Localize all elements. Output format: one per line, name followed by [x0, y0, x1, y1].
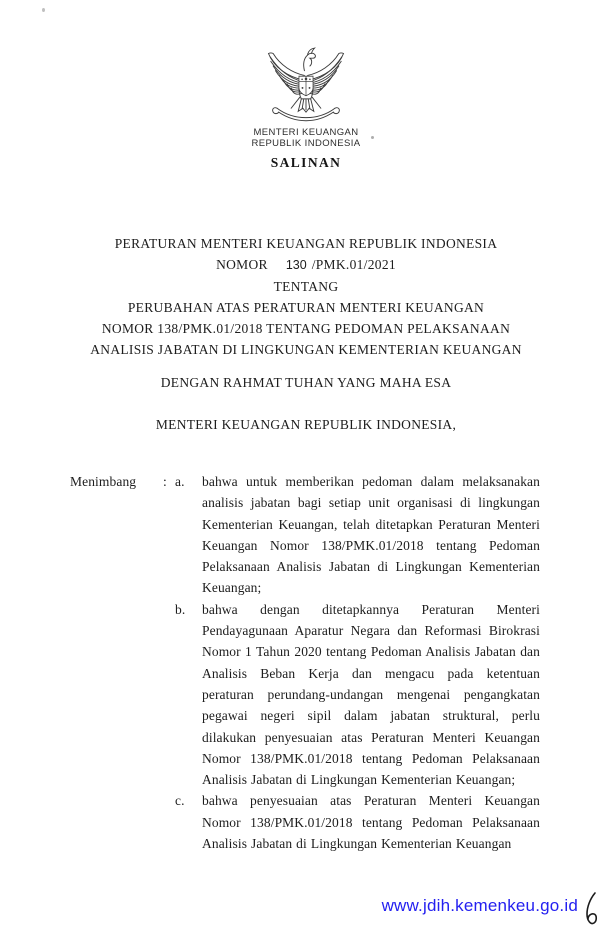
item-marker: b.	[175, 601, 186, 617]
nomor-number: 130	[285, 258, 307, 272]
nomor-label: NOMOR	[216, 257, 268, 272]
authority-line: MENTERI KEUANGAN REPUBLIK INDONESIA,	[155, 417, 457, 432]
item-text: bahwa penyesuaian atas Peraturan Menteri Keuangan Nomor 138/PMK.01/2018 tentang Pedoman Pelaksanaan Analisis Jabatan di Lingkungan Kementerian Keuangan	[202, 793, 540, 852]
ministry-country: REPUBLIK INDONESIA	[251, 138, 361, 149]
copy-stamp-label: SALINAN	[270, 155, 342, 170]
item-text: bahwa dengan ditetapkannya Peraturan Menteri Pendayagunaan Aparatur Negara dan Reformasi Birokrasi Nomor 1 Tahun 2020 tentang Pedoman Analisis Jabatan dan Analisis Beban Kerja dan mengacu pada ketentuan peraturan perundang-undangan mengenai pengangkatan pegawai negeri sipil dalam jabatan struktural, perlu dilakukan penyesuaian atas Peraturan Menteri Keuangan Nomor 138/PMK.01/2018 tentang Pedoman Pelaksanaan Analisis Jabatan di Lingkungan Kementerian Keuangan;	[202, 601, 540, 788]
handwritten-initial-mark	[582, 891, 600, 927]
ministry-letterhead	[0, 127, 612, 149]
page-footer	[382, 891, 600, 916]
menimbang-colon: :	[163, 474, 167, 489]
item-text: bahwa untuk memberikan pedoman dalam melaksanakan analisis jabatan bagi setiap unit organisasi di lingkungan Kementerian Keuangan, telah ditetapkan Peraturan Menteri Keuangan Nomor 138/PMK.01/2018 tentang Pedoman Pelaksanaan Analisis Jabatan di Lingkungan Kementerian Keuangan;	[202, 474, 540, 596]
jdih-url-link[interactable]: www.jdih.kemenkeu.go.id	[381, 896, 578, 915]
scan-speck	[42, 8, 45, 12]
list-item	[175, 790, 540, 854]
list-item	[175, 599, 540, 791]
menimbang-items	[175, 471, 540, 854]
list-item	[175, 471, 540, 599]
subject-line-2: NOMOR 138/PMK.01/2018 TENTANG PEDOMAN PELAKSANAAN	[101, 321, 511, 336]
tentang-label: TENTANG	[273, 279, 339, 294]
menimbang-section	[70, 471, 540, 854]
title-line-1: PERATURAN MENTERI KEUANGAN REPUBLIK INDONESIA	[114, 236, 498, 251]
item-marker: c.	[175, 793, 185, 809]
garuda-pancasila-icon	[263, 44, 349, 124]
scan-speck	[371, 136, 374, 139]
subject-line-1: PERUBAHAN ATAS PERATURAN MENTERI KEUANGAN	[127, 300, 485, 315]
item-marker: a.	[175, 474, 185, 489]
menimbang-label: Menimbang	[70, 474, 137, 489]
invocation-line: DENGAN RAHMAT TUHAN YANG MAHA ESA	[160, 375, 452, 390]
ministry-name: MENTERI KEUANGAN	[253, 127, 359, 138]
nomor-suffix: /PMK.01/2021	[311, 257, 396, 272]
regulation-title	[0, 233, 612, 360]
title-number-line	[0, 254, 612, 276]
subject-line-3: ANALISIS JABATAN DI LINGKUNGAN KEMENTERIAN KEUANGAN	[90, 342, 522, 357]
